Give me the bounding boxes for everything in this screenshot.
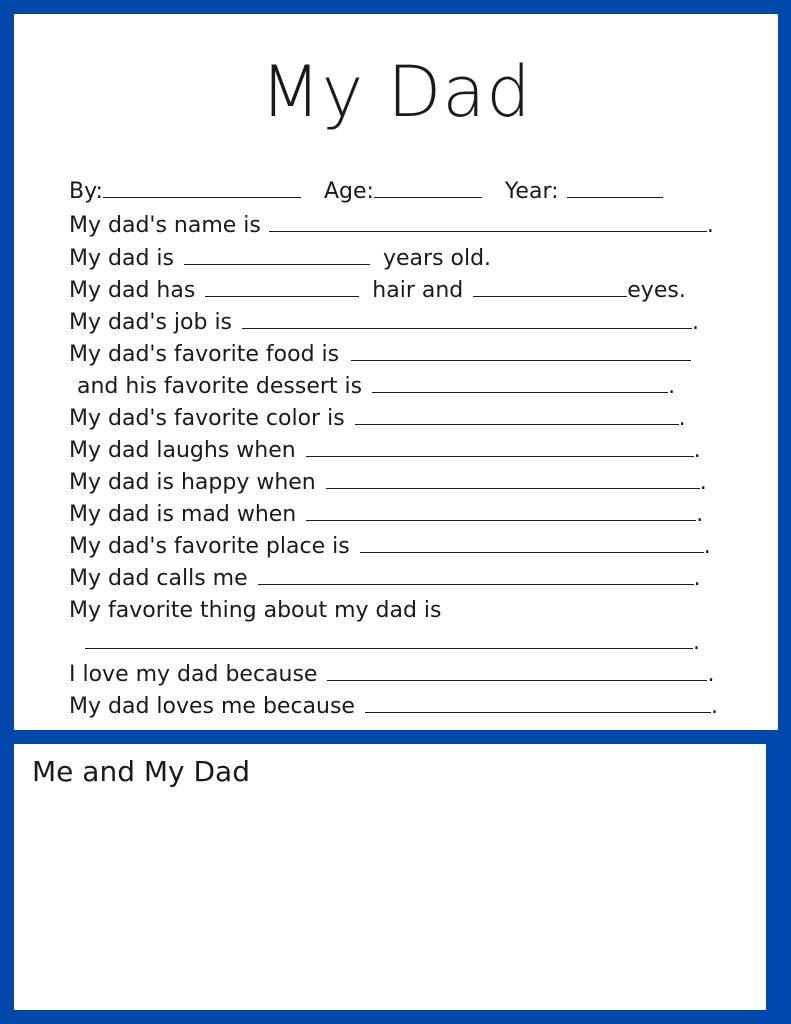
period: . xyxy=(692,310,700,335)
color-line xyxy=(69,404,686,434)
favorite-thing-prompt: My favorite thing about my dad is xyxy=(69,598,442,623)
period: . xyxy=(693,566,701,591)
loves-me-line xyxy=(69,692,718,722)
eyes-blank[interactable] xyxy=(473,276,627,297)
favorite-thing-line xyxy=(69,596,442,626)
laughs-blank[interactable] xyxy=(306,436,694,457)
period: . xyxy=(707,662,715,687)
period: . xyxy=(706,213,714,238)
hair-eyes-line xyxy=(69,276,686,306)
loves-me-prompt: My dad loves me because xyxy=(69,694,355,719)
place-blank[interactable] xyxy=(360,532,704,553)
period: . xyxy=(696,502,704,527)
period: . xyxy=(703,534,711,559)
color-prompt: My dad's favorite color is xyxy=(69,406,345,431)
year-label: Year: xyxy=(504,179,559,204)
calls-line xyxy=(69,564,701,594)
period: . xyxy=(710,694,718,719)
food-prompt: My dad's favorite food is xyxy=(69,342,340,367)
age-prompt: My dad is xyxy=(69,246,174,271)
hair-prompt: My dad has xyxy=(69,278,196,303)
mad-blank[interactable] xyxy=(306,500,696,521)
period: . xyxy=(678,406,686,431)
laughs-prompt: My dad laughs when xyxy=(69,438,296,463)
dessert-prompt: and his favorite dessert is xyxy=(77,374,363,399)
food-line xyxy=(69,340,691,370)
name-line xyxy=(69,211,714,241)
love-blank[interactable] xyxy=(327,660,707,681)
year-blank[interactable] xyxy=(567,177,663,198)
age-blank[interactable] xyxy=(374,177,482,198)
mad-line xyxy=(69,500,703,530)
mad-prompt: My dad is mad when xyxy=(69,502,297,527)
header-fields-row xyxy=(69,177,663,207)
calls-prompt: My dad calls me xyxy=(69,566,248,591)
period: . xyxy=(668,374,676,399)
job-line xyxy=(69,308,699,338)
drawing-box[interactable] xyxy=(14,744,766,1010)
period: . xyxy=(699,470,707,495)
hair-and-label: hair and xyxy=(372,278,464,303)
happy-blank[interactable] xyxy=(326,468,700,489)
age-years-blank[interactable] xyxy=(184,244,370,265)
happy-line xyxy=(69,468,707,498)
job-prompt: My dad's job is xyxy=(69,310,233,335)
place-line xyxy=(69,532,711,562)
favorite-thing-answer-line xyxy=(85,628,700,658)
color-blank[interactable] xyxy=(355,404,679,425)
love-line xyxy=(69,660,714,690)
period: . xyxy=(693,630,700,655)
favorite-thing-blank[interactable] xyxy=(85,628,693,649)
happy-prompt: My dad is happy when xyxy=(69,470,316,495)
dessert-line xyxy=(77,372,675,402)
page-title: My Dad xyxy=(260,51,532,133)
job-blank[interactable] xyxy=(242,308,692,329)
worksheet-panel xyxy=(14,14,778,730)
food-blank[interactable] xyxy=(351,340,691,361)
age-line xyxy=(69,244,491,274)
name-blank[interactable] xyxy=(269,211,707,232)
eyes-label: eyes. xyxy=(627,278,686,303)
drawing-box-title: Me and My Dad xyxy=(32,755,250,788)
place-prompt: My dad's favorite place is xyxy=(69,534,350,559)
period: . xyxy=(693,438,701,463)
hair-blank[interactable] xyxy=(205,276,359,297)
laughs-line xyxy=(69,436,701,466)
age-label: Age: xyxy=(323,179,374,204)
dessert-blank[interactable] xyxy=(372,372,668,393)
by-blank[interactable] xyxy=(103,177,301,198)
by-label: By: xyxy=(69,179,103,204)
age-suffix: years old. xyxy=(382,246,492,271)
loves-me-blank[interactable] xyxy=(365,692,711,713)
name-prompt: My dad's name is xyxy=(69,213,261,238)
love-prompt: I love my dad because xyxy=(69,662,318,687)
calls-blank[interactable] xyxy=(258,564,694,585)
